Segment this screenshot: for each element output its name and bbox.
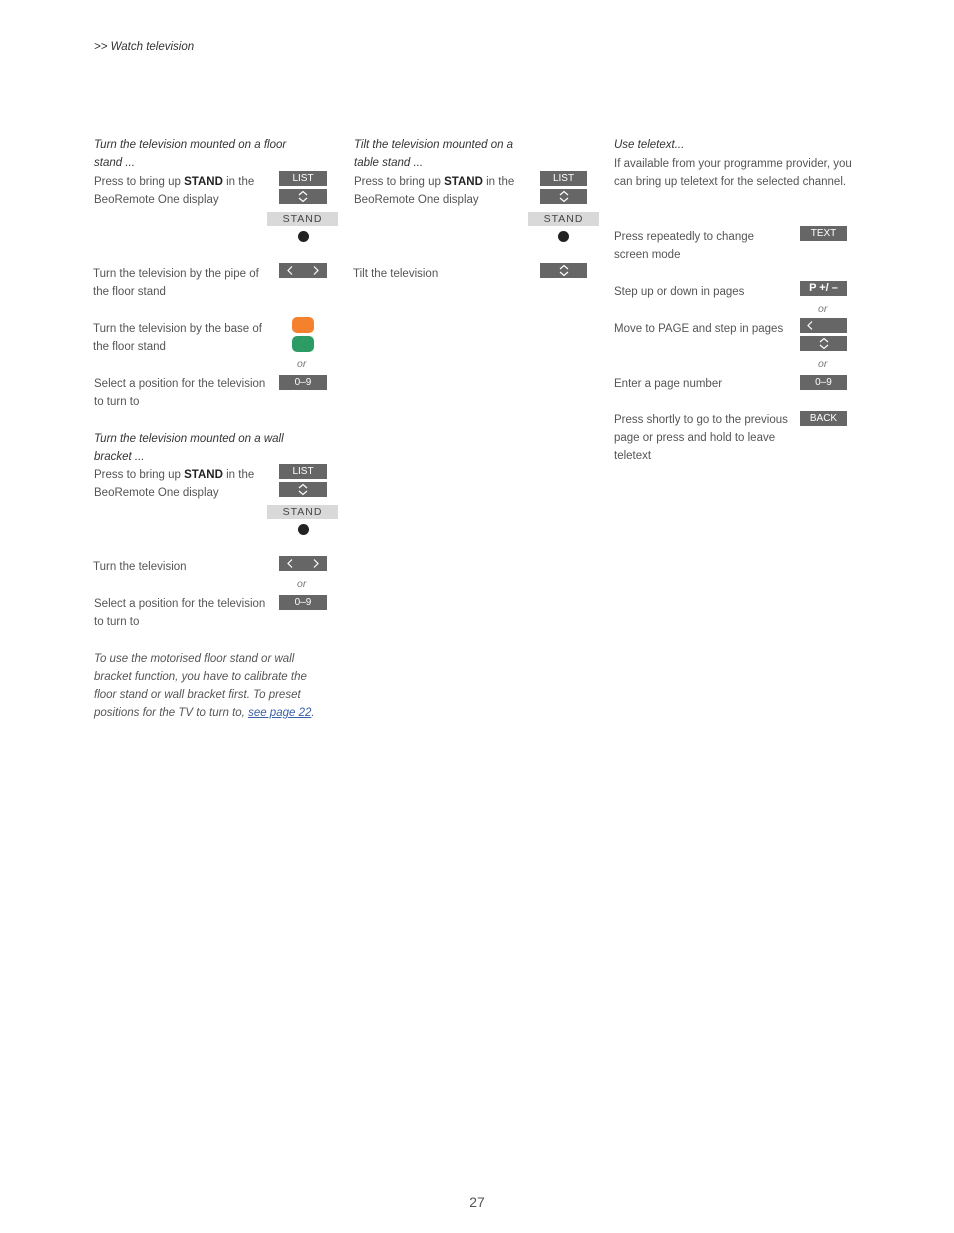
digits-key: 0–9: [279, 595, 327, 610]
wall-press-text: Press to bring up STAND in the BeoRemote One display: [94, 469, 255, 499]
teletext-mode-text: Press repeatedly to change screen mode: [614, 231, 755, 261]
digits-key: 0–9: [279, 375, 327, 390]
teletext-intro: If available from your programme provider, you can bring up teletext for the selected channel.: [614, 158, 852, 188]
orange-button-icon: [292, 317, 314, 333]
updown-arrows-icon: [800, 336, 847, 351]
updown-arrows-icon: [279, 482, 327, 497]
wall-turn-text: Turn the television: [93, 561, 187, 573]
left-right-arrows-icon: [279, 556, 327, 571]
center-button-icon: [298, 524, 309, 535]
updown-arrows-icon: [540, 263, 587, 278]
or-label: or: [297, 578, 307, 590]
see-page-link[interactable]: see page 22: [248, 707, 312, 719]
breadcrumb: >> Watch television: [94, 41, 195, 53]
teletext-step-text: Step up or down in pages: [614, 286, 745, 298]
page-number: 27: [469, 1194, 485, 1210]
green-button-icon: [292, 336, 314, 352]
table-heading: Tilt the television mounted on a table stand ...: [354, 139, 514, 169]
or-label: or: [297, 358, 307, 370]
or-label: or: [818, 358, 828, 370]
left-arrow-icon: [800, 318, 847, 333]
digits-key: 0–9: [800, 375, 847, 390]
text-key: TEXT: [800, 226, 847, 241]
or-label: or: [818, 303, 828, 315]
list-key: LIST: [279, 171, 327, 186]
teletext-page-text: Move to PAGE and step in pages: [614, 323, 784, 335]
floor-select-text: Select a position for the television to turn to: [94, 378, 266, 408]
floor-heading: Turn the television mounted on a floor stand ...: [94, 139, 287, 169]
teletext-enter-text: Enter a page number: [614, 378, 723, 390]
p-plus-minus-key: P +/ –: [800, 281, 847, 296]
center-button-icon: [298, 231, 309, 242]
teletext-back-text: Press shortly to go to the previous page or press and hold to leave teletext: [614, 414, 788, 462]
updown-arrows-icon: [279, 189, 327, 204]
wall-select-text: Select a position for the television to turn to: [94, 598, 266, 628]
calibration-note: To use the motorised floor stand or wall bracket function, you have to calibrate the floor stand or wall bracket first. To preset positions for the TV to turn to, see page 22.: [94, 653, 315, 719]
list-key: LIST: [279, 464, 327, 479]
table-press-text: Press to bring up STAND in the BeoRemote One display: [354, 176, 515, 206]
floor-pipe-text: Turn the television by the pipe of the floor stand: [93, 268, 259, 298]
stand-display: STAND: [267, 212, 338, 226]
floor-base-text: Turn the television by the base of the floor stand: [93, 323, 262, 353]
stand-display: STAND: [528, 212, 599, 226]
back-key: BACK: [800, 411, 847, 426]
left-right-arrows-icon: [279, 263, 327, 278]
center-button-icon: [558, 231, 569, 242]
updown-arrows-icon: [540, 189, 587, 204]
teletext-heading: Use teletext...: [614, 139, 685, 151]
table-tilt-text: Tilt the television: [353, 268, 439, 280]
list-key: LIST: [540, 171, 587, 186]
floor-press-text: Press to bring up STAND in the BeoRemote One display: [94, 176, 255, 206]
wall-heading: Turn the television mounted on a wall bracket ...: [94, 433, 284, 463]
stand-display: STAND: [267, 505, 338, 519]
